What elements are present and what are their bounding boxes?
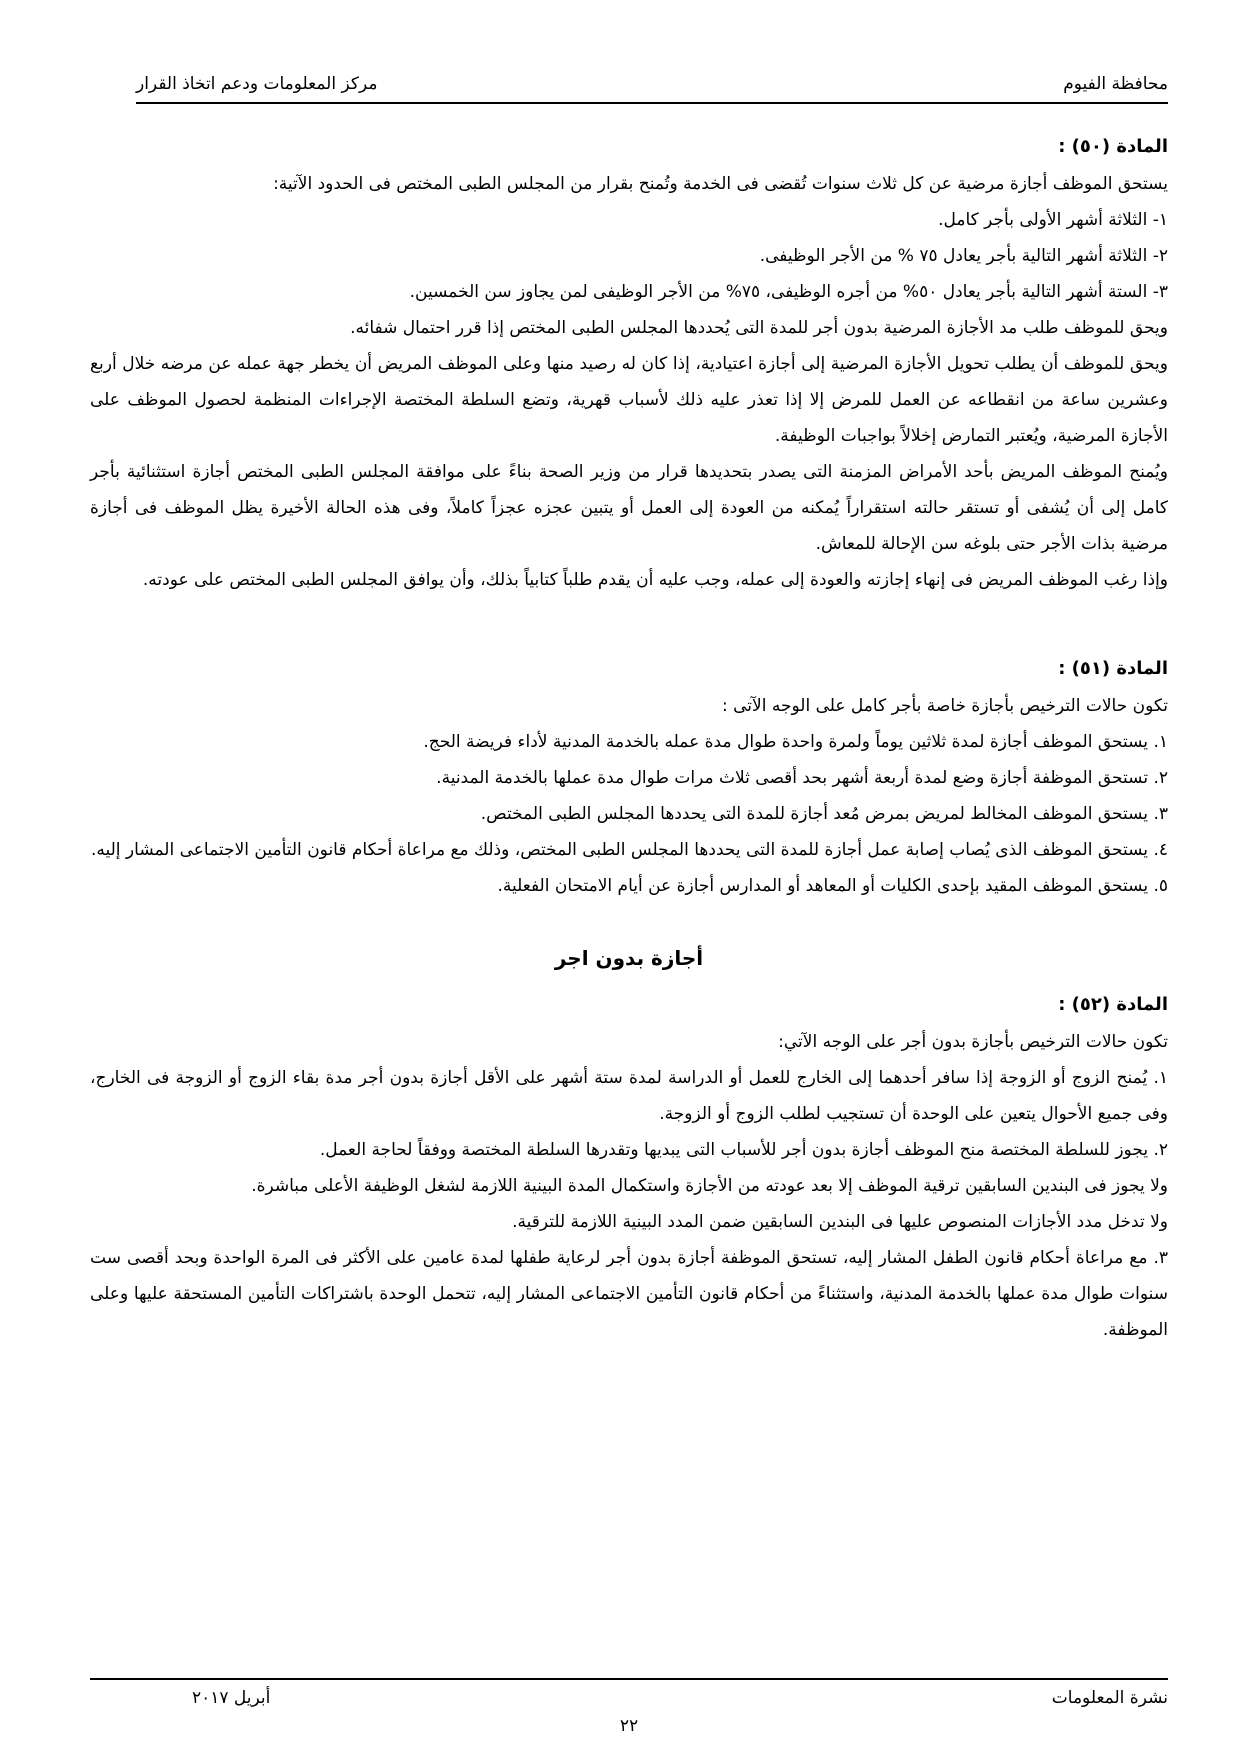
section-heading-unpaid-leave: أجازة بدون اجر — [554, 946, 704, 970]
footer-date: أبريل ٢٠١٧ — [192, 1688, 271, 1708]
article-52-item-3: ٣. مع مراعاة أحكام قانون الطفل المشار إليه، تستحق الموظفة أجازة بدون أجر لرعاية طفلها لمدة عامين على الأكثر فى المرة الواحدة وبحد أقصى ست سنوات طوال مدة عملها بالخدمة المدنية، واستثناءً من أحكام قانون التأمين الاجتماعى المشار إليه، تتحمل الوحدة باشتراكات التأمين المستحقة عليها وعلى الموظفة. — [90, 1248, 1168, 1340]
article-51-item-2: ٢. تستحق الموظفة أجازة وضع لمدة أربعة أشهر بحد أقصى ثلاث مرات طوال مدة عملها بالخدمة المدنية. — [436, 768, 1168, 788]
article-52-intro: تكون حالات الترخيص بأجازة بدون أجر على الوجه الآتي: — [778, 1032, 1168, 1052]
article-50-paragraph-chronic: ويُمنح الموظف المريض بأحد الأمراض المزمنة التى يصدر بتحديدها قرار من وزير الصحة بناءً على موافقة المجلس الطبى المختص أجازة استثنائية بأجر كامل إلى أن يُشفى أو تستقر حالته استقراراً يُمكنه من العودة إلى العمل أو يتبين عجزه عجزاً كاملاً، وفى هذه الحالة الأخيرة يظل الموظف فى أجازة مرضية بذات الأجر حتى بلوغه سن الإحالة للمعاش. — [90, 462, 1168, 554]
article-50-paragraph-conversion: ويحق للموظف أن يطلب تحويل الأجازة المرضية إلى أجازة اعتيادية، إذا كان له رصيد منها وعلى الموظف المريض أن يخطر جهة عمله عن مرضه خلال أربع وعشرين ساعة من انقطاعه عن العمل للمرض إلا إذا تعذر عليه ذلك لأسباب قهرية، وتضع السلطة المختصة الإجراءات المنظمة لحصول الموظف على الأجازة المرضية، ويُعتبر التمارض إخلالاً بواجبات الوظيفة. — [90, 354, 1168, 446]
page-footer — [90, 1678, 1168, 1740]
footer-publication: نشرة المعلومات — [1051, 1688, 1168, 1708]
article-52-paragraph-promotion: ولا يجوز فى البندين السابقين ترقية الموظف إلا بعد عودته من الأجازة واستكمال المدة البينية اللازمة لشغل الوظيفة الأعلى مباشرة. — [251, 1176, 1168, 1196]
article-52-title: المادة (٥٢) : — [1058, 994, 1168, 1015]
article-50-title: المادة (٥٠) : — [1058, 136, 1168, 157]
article-51-item-5: ٥. يستحق الموظف المقيد بإحدى الكليات أو المعاهد أو المدارس أجازة عن أيام الامتحان الفعلية. — [497, 876, 1168, 896]
article-51-intro: تكون حالات الترخيص بأجازة خاصة بأجر كامل على الوجه الآتى : — [722, 696, 1168, 716]
article-50-intro: يستحق الموظف أجازة مرضية عن كل ثلاث سنوات تُقضى فى الخدمة وتُمنح بقرار من المجلس الطبى المختص فى الحدود الآتية: — [273, 174, 1168, 194]
article-51-item-3: ٣. يستحق الموظف المخالط لمريض بمرض مُعد أجازة للمدة التى يحددها المجلس الطبى المختص. — [480, 804, 1168, 824]
header-center-name: مركز المعلومات ودعم اتخاذ القرار — [136, 74, 378, 94]
page-header — [136, 72, 1168, 104]
article-50-paragraph-extension: ويحق للموظف طلب مد الأجازة المرضية بدون أجر للمدة التى يُحددها المجلس الطبى المختص إذا قرر احتمال شفائه. — [350, 318, 1168, 338]
article-50-paragraph-return: وإذا رغب الموظف المريض فى إنهاء إجازته والعودة إلى عمله، وجب عليه أن يقدم طلباً كتابياً بذلك، وأن يوافق المجلس الطبى المختص على عودته. — [142, 570, 1168, 590]
page-number: ٢٢ — [619, 1716, 639, 1736]
article-51-item-1: ١. يستحق الموظف أجازة لمدة ثلاثين يوماً ولمرة واحدة طوال مدة عمله بالخدمة المدنية لأداء فريضة الحج. — [423, 732, 1168, 752]
article-50-item-3: ٣- الستة أشهر التالية بأجر يعادل ٥٠% من أجره الوظيفى، ٧٥% من الأجر الوظيفى لمن يجاوز سن الخمسين. — [409, 282, 1168, 302]
article-51-item-4: ٤. يستحق الموظف الذى يُصاب إصابة عمل أجازة للمدة التى يحددها المجلس الطبى المختص، وذلك مع مراعاة أحكام قانون التأمين الاجتماعى المشار إليه. — [90, 840, 1168, 860]
article-52-item-1: ١. يُمنح الزوج أو الزوجة إذا سافر أحدهما إلى الخارج للعمل أو الدراسة لمدة ستة أشهر على الأقل أجازة بدون أجر مدة بقاء الزوج أو الزوجة فى الخارج، وفى جميع الأحوال يتعين على الوحدة أن تستجيب لطلب الزوج أو الزوجة. — [90, 1068, 1168, 1124]
article-51-title: المادة (٥١) : — [1058, 658, 1168, 679]
article-50-item-2: ٢- الثلاثة أشهر التالية بأجر يعادل ٧٥ % من الأجر الوظيفى. — [759, 246, 1168, 266]
article-52-item-2: ٢. يجوز للسلطة المختصة منح الموظف أجازة بدون أجر للأسباب التى يبديها وتقدرها السلطة المختصة ووفقاً لحاجة العمل. — [319, 1140, 1168, 1160]
article-52-paragraph-periods: ولا تدخل مدد الأجازات المنصوص عليها فى البندين السابقين ضمن المدد البينية اللازمة للترقية. — [512, 1212, 1168, 1232]
header-governorate: محافظة الفيوم — [1063, 74, 1168, 94]
article-50-item-1: ١- الثلاثة أشهر الأولى بأجر كامل. — [938, 210, 1168, 230]
document-body — [90, 128, 1168, 1348]
